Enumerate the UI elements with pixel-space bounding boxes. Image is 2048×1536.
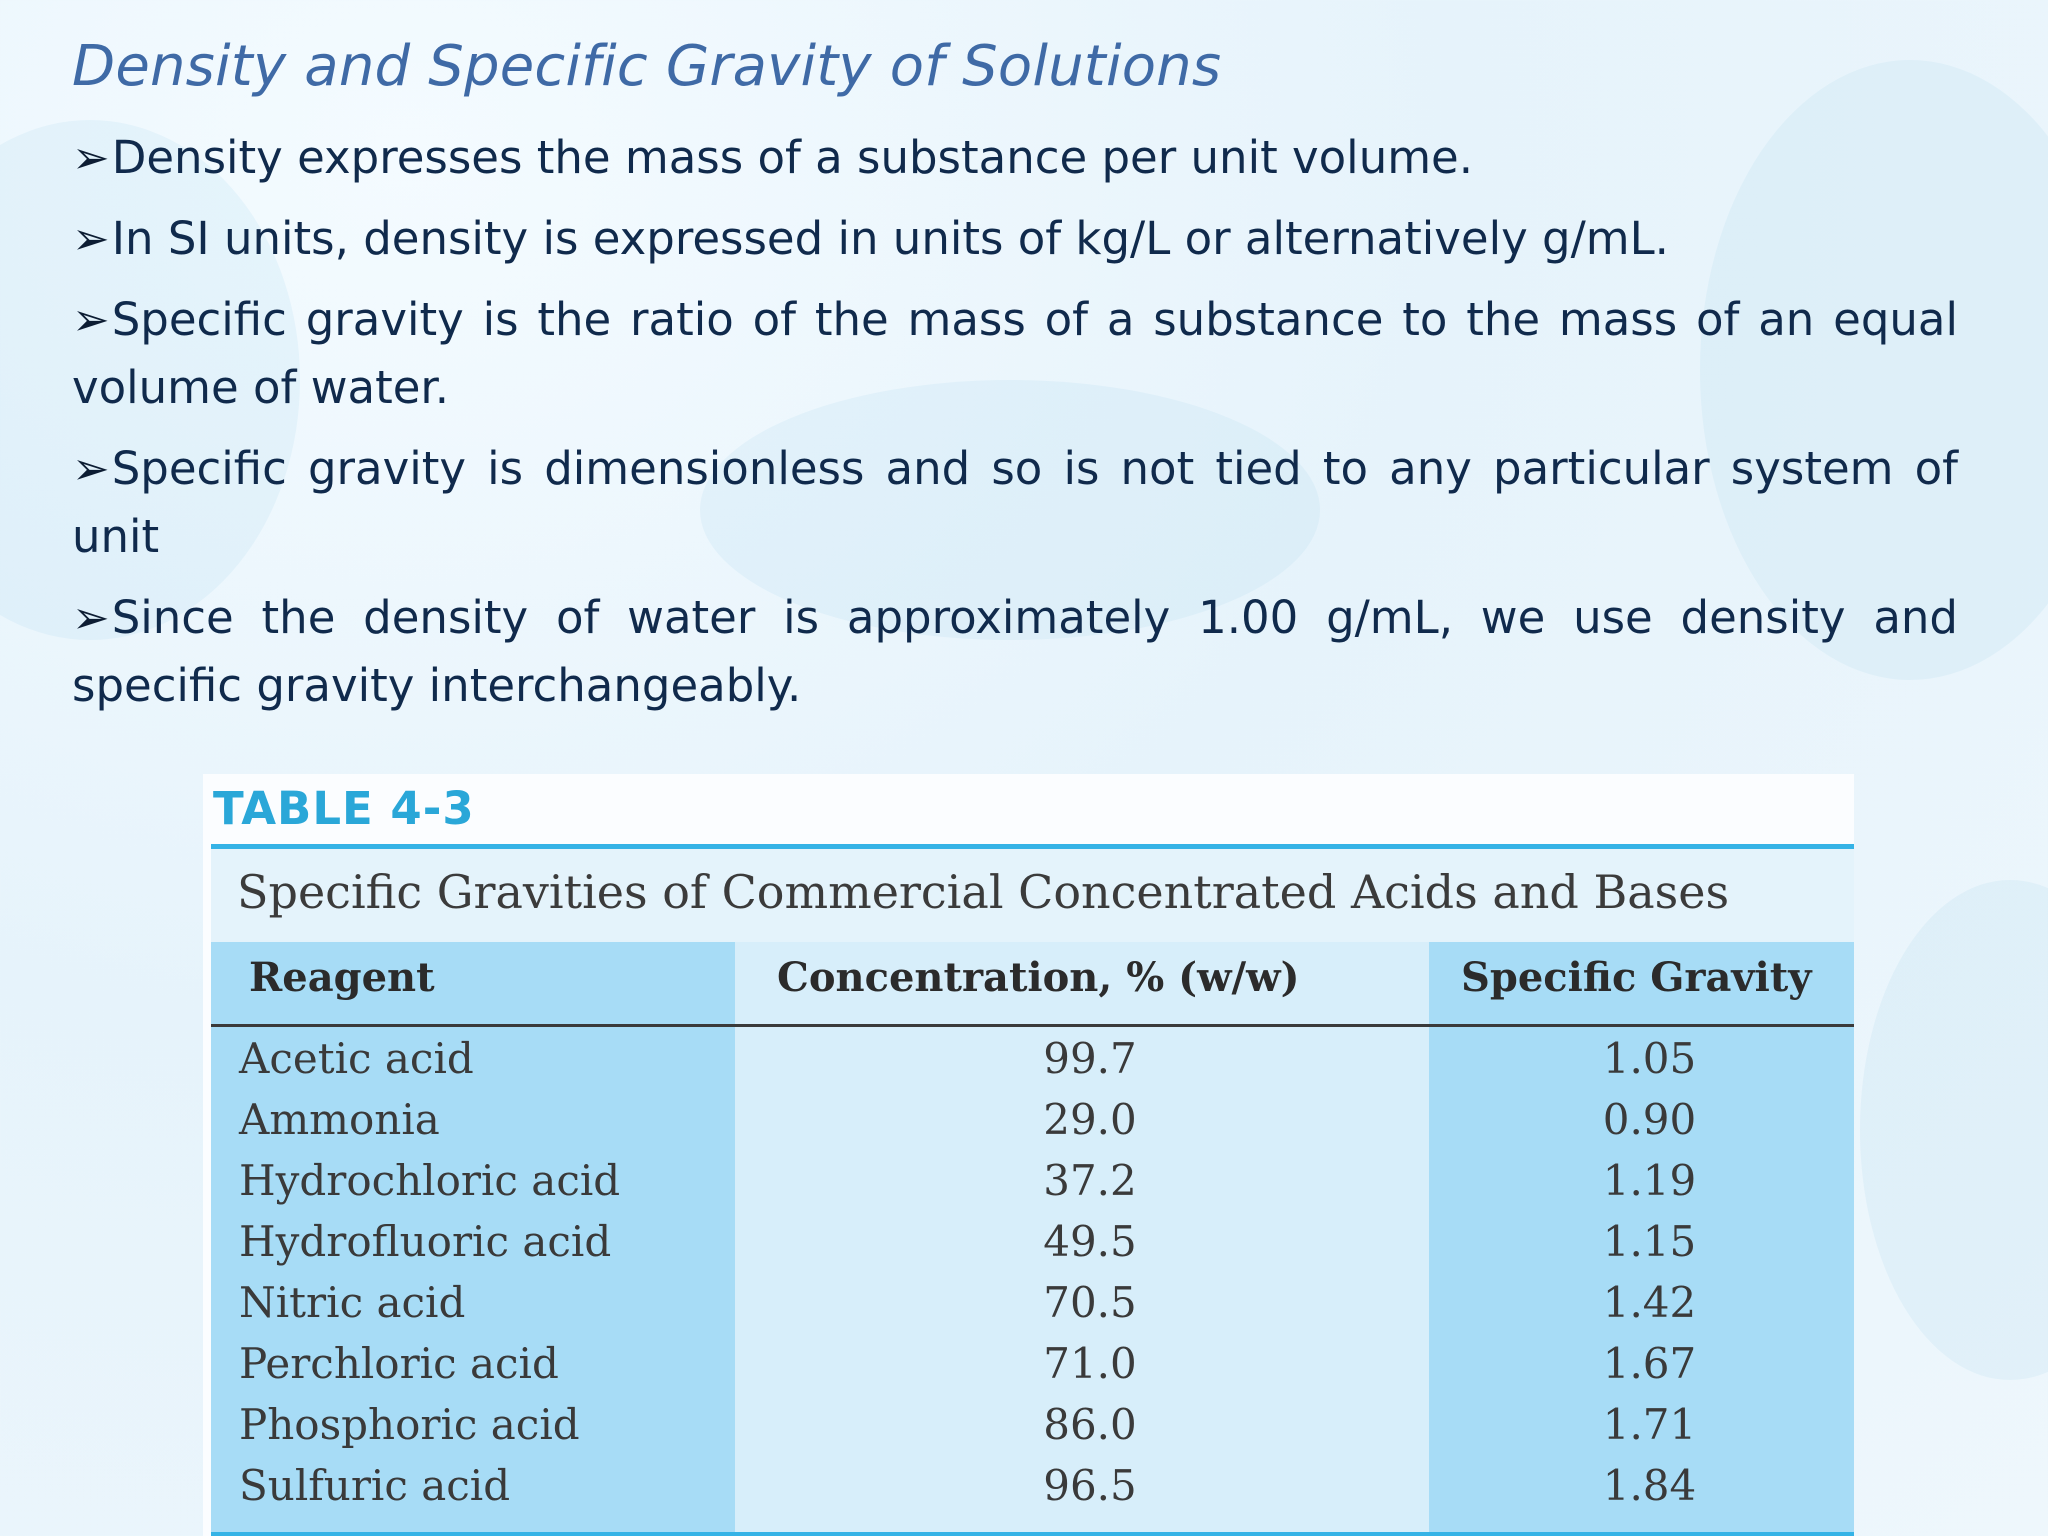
table-caption: Specific Gravities of Commercial Concentrated Acids and Bases [237,865,1730,919]
bullet-item [72,435,1958,571]
table-row [211,1396,1854,1457]
specific-gravity-cell: 1.67 [1602,1339,1697,1388]
concentration-cell: 99.7 [1043,1034,1137,1083]
background-decoration [1860,880,2048,1380]
arrow-bullet-icon: ➢ [72,293,110,346]
table-row [211,1457,1854,1518]
arrow-bullet-icon: ➢ [72,212,110,265]
concentration-cell: 70.5 [1043,1278,1137,1327]
arrow-bullet-icon: ➢ [72,591,110,644]
specific-gravity-cell: 1.05 [1602,1034,1697,1083]
slide-title: Density and Specific Gravity of Solutions [72,34,1222,99]
table-row [211,1335,1854,1396]
bullet-item [72,584,1958,720]
concentration-cell: 49.5 [1043,1217,1137,1266]
reagent-cell: Hydrochloric acid [239,1156,621,1205]
arrow-bullet-icon: ➢ [72,131,110,184]
bullet-text: In SI units, density is expressed in units of kg/L or alternatively g/mL. [111,212,1669,265]
reagent-cell: Ammonia [239,1095,440,1144]
bullet-list [72,124,1958,733]
table-row [211,1152,1854,1213]
bullet-text: Specific gravity is dimensionless and so is not tied to any particular system of unit [72,442,1958,563]
table-row [211,1091,1854,1152]
bullet-text: Density expresses the mass of a substance per unit volume. [111,131,1474,184]
concentration-cell: 71.0 [1043,1339,1137,1388]
specific-gravity-cell: 1.15 [1602,1217,1697,1266]
header-concentration: Concentration, % (w/w) [777,954,1300,1001]
concentration-cell: 37.2 [1043,1156,1137,1205]
table-row [211,1030,1854,1091]
concentration-cell: 29.0 [1043,1095,1137,1144]
specific-gravity-cell: 1.42 [1602,1278,1697,1327]
table-row [211,1213,1854,1274]
reagent-cell: Sulfuric acid [239,1461,511,1510]
specific-gravity-cell: 0.90 [1602,1095,1697,1144]
specific-gravity-cell: 1.84 [1602,1461,1697,1510]
reagent-cell: Hydrofluoric acid [239,1217,612,1266]
concentration-cell: 96.5 [1043,1461,1137,1510]
specific-gravity-table [203,774,1854,1536]
table-bottom-rule [211,1532,1854,1536]
header-divider [211,1024,1854,1027]
bullet-item [72,205,1958,273]
bullet-text: Specific gravity is the ratio of the mass of a substance to the mass of an equal volume of water. [72,293,1958,414]
arrow-bullet-icon: ➢ [72,442,110,495]
header-specific-gravity: Specific Gravity [1461,954,1812,1001]
bullet-item [72,124,1958,192]
reagent-cell: Nitric acid [239,1278,466,1327]
reagent-cell: Phosphoric acid [239,1400,580,1449]
bullet-item [72,286,1958,422]
bullet-text: Since the density of water is approximately 1.00 g/mL, we use density and specific gravity interchangeably. [72,591,1958,712]
specific-gravity-cell: 1.71 [1602,1400,1697,1449]
table-caption-bar [211,844,1854,948]
reagent-cell: Acetic acid [239,1034,474,1083]
table-row [211,1274,1854,1335]
concentration-cell: 86.0 [1043,1400,1137,1449]
reagent-cell: Perchloric acid [239,1339,559,1388]
specific-gravity-cell: 1.19 [1602,1156,1697,1205]
header-reagent: Reagent [249,954,435,1001]
table-label: TABLE 4-3 [213,782,475,835]
